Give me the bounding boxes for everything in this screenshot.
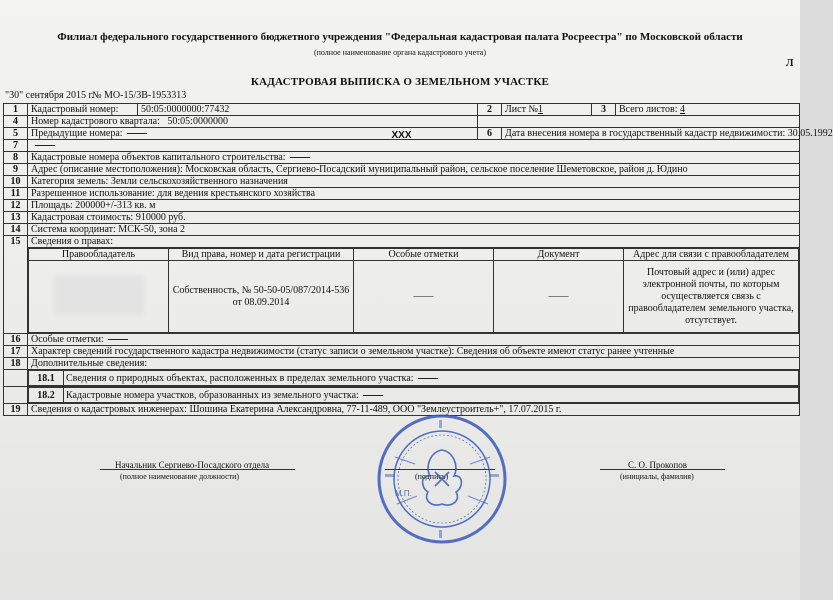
sheet-cell [502, 104, 592, 116]
entry-date-cell: Дата внесения номера в государственный кадастр недвижимости: 30.05.1992 [502, 128, 800, 140]
rights-row [4, 248, 800, 334]
row-number: 1 [4, 104, 28, 116]
position-note: (полное наименование должности) [120, 472, 240, 481]
rights-label: Сведения о правах: [28, 236, 800, 248]
land-category-cell: Категория земель: Земли сельскохозяйственного назначения [28, 176, 800, 188]
row-number: 15 [4, 236, 28, 334]
row-number: 9 [4, 164, 28, 176]
row-number: 8 [4, 152, 28, 164]
row-number: 18.1 [29, 371, 64, 386]
contact-address-cell: Почтовый адрес и (или) адрес электронной почты, по которым осуществляется связь с правообладателем земельного участка, отсутствует. [624, 261, 799, 333]
rights-header: Правообладатель [29, 249, 169, 261]
quarter-value: 50:05:0000000 [167, 116, 228, 127]
row-16 [4, 334, 800, 346]
coordinate-system-cell: Система координат: МСК-50, зона 2 [28, 224, 800, 236]
right-cell: Собственность, № 50-50-05/087/2014-536 от 08.09.2014 [169, 261, 354, 333]
empty-dash [418, 378, 438, 379]
row-number: 5 [4, 128, 28, 140]
rights-data-row [29, 261, 799, 333]
natural-objects-label: Сведения о природных объектах, расположенных в пределах земельного участка: [66, 372, 414, 384]
empty-dash [363, 395, 383, 396]
additional-info-label: Дополнительные сведения: [28, 358, 800, 370]
rights-header-row [29, 249, 799, 261]
capital-objects-label: Кадастровые номера объектов капитального строительства: [31, 152, 286, 163]
status-cell: Характер сведений государственного кадастра недвижимости (статус записи о земельном участке): Сведения об объекте имеют статус ранее учтенные [28, 346, 800, 358]
row-1 [4, 104, 800, 116]
row-number: 3 [592, 104, 616, 116]
row-number: 11 [4, 188, 28, 200]
row-18-1-container [28, 370, 800, 387]
stamp-text: М.П. [395, 489, 412, 498]
cadastral-value-cell: Кадастровая стоимость: 910000 руб. [28, 212, 800, 224]
cadastral-number-value: 50:05:0000000:77432 [138, 104, 478, 116]
row-number: 10 [4, 176, 28, 188]
capital-objects-cell [28, 152, 800, 164]
row-number: 14 [4, 224, 28, 236]
row-15 [4, 236, 800, 248]
row-18-2-table [28, 387, 799, 403]
rights-header: Вид права, номер и дата регистрации [169, 249, 354, 261]
total-value: 4 [680, 104, 686, 115]
row-number: 6 [478, 128, 502, 140]
row-number: 2 [478, 104, 502, 116]
row-number: 19 [4, 404, 28, 416]
empty-dash [35, 145, 55, 146]
rights-header: Документ [494, 249, 624, 261]
row-4 [4, 116, 800, 128]
row-number: 18.2 [29, 388, 64, 403]
row-9 [4, 164, 800, 176]
area-cell: Площадь: 200000+/-313 кв. м [28, 200, 800, 212]
permitted-use-cell: Разрешенное использование: для ведения крестьянского хозяйства [28, 188, 800, 200]
edge-mark: Л [786, 58, 794, 69]
cadastral-table [3, 103, 833, 416]
cadastral-number-label: Кадастровый номер: [28, 104, 138, 116]
sheet-label: Лист № [505, 104, 538, 115]
row-number: 18 [4, 358, 28, 370]
rights-header: Адрес для связи с правообладателем [624, 249, 799, 261]
row-18-2-container [28, 387, 800, 404]
row-12 [4, 200, 800, 212]
row-13 [4, 212, 800, 224]
derived-plots-cell [64, 388, 799, 403]
row-number: 4 [4, 116, 28, 128]
empty-dash [108, 339, 128, 340]
row-18-1 [4, 370, 800, 387]
signature-note: (подпись) [415, 472, 449, 481]
empty-dash [290, 157, 310, 158]
signer-note: (инициалы, фамилия) [620, 472, 694, 481]
document-date: "30" сентября 2015 г. [5, 90, 95, 101]
row-indent [4, 387, 28, 404]
row-10 [4, 176, 800, 188]
official-seal-stamp [375, 412, 510, 547]
position-name: Начальник Сергиево-Посадского отдела [115, 460, 270, 470]
special-notes-label: Особые отметки: [31, 334, 104, 345]
previous-numbers-label: Предыдущие номера: [31, 128, 123, 139]
address-cell: Адрес (описание местоположения): Московская область, Сергиево-Посадский муниципальный район, сельское поселение Шеметовское, район д. Юдино [28, 164, 800, 176]
document-title: КАДАСТРОВАЯ ВЫПИСКА О ЗЕМЕЛЬНОМ УЧАСТКЕ [250, 76, 550, 88]
total-label: Всего листов: [619, 104, 678, 115]
org-name: Филиал федерального государственного бюджетного учреждения "Федеральная кадастровая палата Росреестра" по Московской области [57, 31, 743, 43]
total-cell [616, 104, 800, 116]
row-number: 17 [4, 346, 28, 358]
row-11 [4, 188, 800, 200]
empty-cell [478, 116, 800, 128]
row-indent [4, 370, 28, 387]
special-notes-cell [28, 334, 800, 346]
row-17 [4, 346, 800, 358]
row-8 [4, 152, 800, 164]
row-number: 7 [4, 140, 28, 152]
redacted-blur [54, 275, 144, 315]
row-14 [4, 224, 800, 236]
row-number: 12 [4, 200, 28, 212]
org-note: (полное наименование органа кадастрового учета) [313, 48, 487, 57]
row-18 [4, 358, 800, 370]
quarter-label: Номер кадастрового квартала: [31, 116, 160, 127]
row-18-2 [4, 387, 800, 404]
special-cell: —— [354, 261, 494, 333]
row-number: 13 [4, 212, 28, 224]
owner-value: XXX [391, 129, 412, 141]
row-18-1-table [28, 370, 799, 386]
signer-name: С. О. Прокопов [628, 460, 687, 470]
quarter-cell [28, 116, 478, 128]
document-number: № МО-15/3В-1953313 [92, 90, 187, 101]
engineers-cell: Сведения о кадастровых инженерах: Шошина Екатерина Александровна, 77-11-489, ООО "Землеустроитель+", 17.07.2015 г. [28, 404, 800, 416]
derived-plots-label: Кадастровые номера участков, образованных из земельного участка: [66, 389, 359, 401]
sheet-value: 1 [537, 104, 543, 115]
row-number: 16 [4, 334, 28, 346]
document-cell: —— [494, 261, 624, 333]
natural-objects-cell [64, 371, 799, 386]
rights-header: Особые отметки [354, 249, 494, 261]
